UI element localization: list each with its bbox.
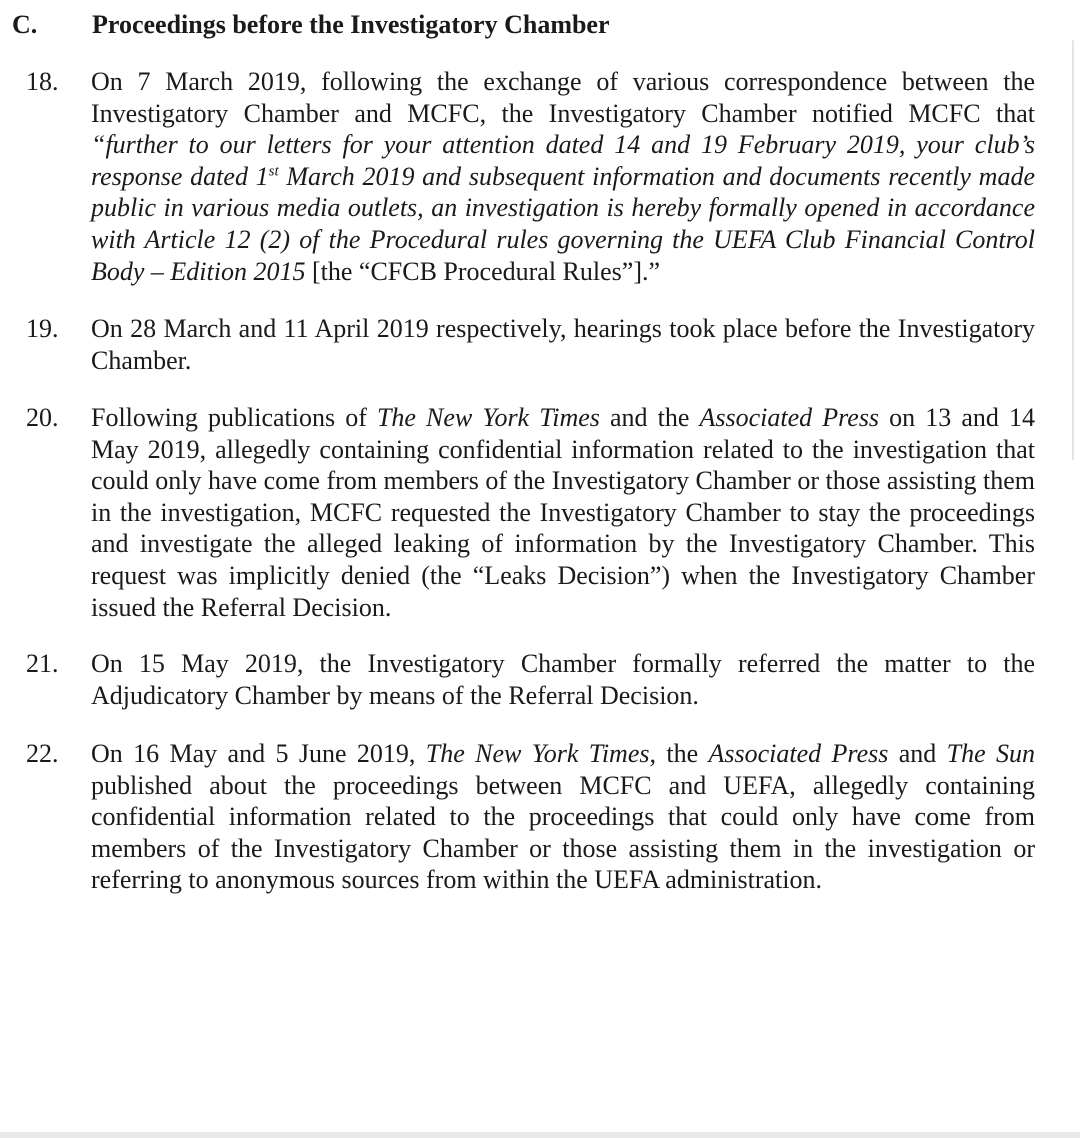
section-letter: C.	[12, 10, 38, 39]
paragraph-text	[91, 648, 1035, 711]
text-segment: On 7 March 2019, following the exchange of various correspondence between the Investigatory Chamber and MCFC, the Investigatory Chamber notified MCFC that	[91, 67, 1035, 128]
italic-text: st	[268, 163, 279, 180]
text-segment: On 28 March and 11 April 2019 respectively, hearings took place before the Investigatory Chamber.	[91, 314, 1035, 375]
italic-text: Associated Press	[708, 739, 889, 768]
paragraph-text	[91, 66, 1035, 287]
italic-text: Associated Press	[699, 403, 880, 432]
text-segment: On 15 May 2019, the Investigatory Chamber formally referred the matter to the Adjudicatory Chamber by means of the Referral Decision.	[91, 649, 1035, 710]
paragraph-number: 22.	[26, 739, 59, 768]
text-segment: [the “CFCB Procedural Rules”].”	[305, 256, 661, 286]
bottom-edge-bar	[0, 1132, 1080, 1138]
paragraph-number: 18.	[26, 67, 59, 96]
italic-text: The New York Times,	[425, 739, 656, 768]
section-title: Proceedings before the Investigatory Chamber	[92, 10, 610, 39]
text-segment: Following publications of	[91, 403, 377, 432]
italic-text: The Sun	[946, 739, 1036, 768]
paragraph-number: 21.	[26, 649, 59, 678]
paragraph-text	[91, 738, 1035, 896]
paragraph-number: 19.	[26, 314, 59, 343]
paragraph-text	[91, 402, 1035, 623]
paragraph-number: 20.	[26, 403, 59, 432]
text-segment: on 13 and 14 May 2019, allegedly containing confidential information related to the investigation that could only have come from members of the Investigatory Chamber or those assisting them in the investigation, MCFC requested the Investigatory Chamber to stay the proceedings and investigate the alleged leaking of information by the Investigatory Chamber. This request was implicitly denied (the “Leaks Decision”) when the Investigatory Chamber issued the Referral Decision.	[91, 403, 1035, 622]
italic-text: March 2019 and subsequent information and documents recently made public in various media outlets, an investigation is hereby formally opened in accordance with Article 12 (2) of the Procedural rules governing the UEFA Club Financial Control Body – Edition 2015	[91, 161, 1035, 286]
paragraph-text	[91, 313, 1035, 376]
italic-text: “further to our letters for your attention dated 14 and 19 February 2019, your club’s response dated 1	[91, 130, 1035, 191]
italic-text: The New York Times	[376, 403, 600, 432]
text-segment: and	[888, 739, 947, 768]
text-segment: the	[656, 739, 709, 768]
scrollbar-track[interactable]	[1072, 40, 1074, 460]
text-segment: published about the proceedings between MCFC and UEFA, allegedly containing confidential information related to the proceedings that could only have come from members of the Investigatory Chamber or those assisting them in the investigation or referring to anonymous sources from within the UEFA administration.	[91, 770, 1035, 895]
text-segment: On 16 May and 5 June 2019,	[91, 739, 426, 768]
text-segment: and the	[599, 403, 700, 432]
